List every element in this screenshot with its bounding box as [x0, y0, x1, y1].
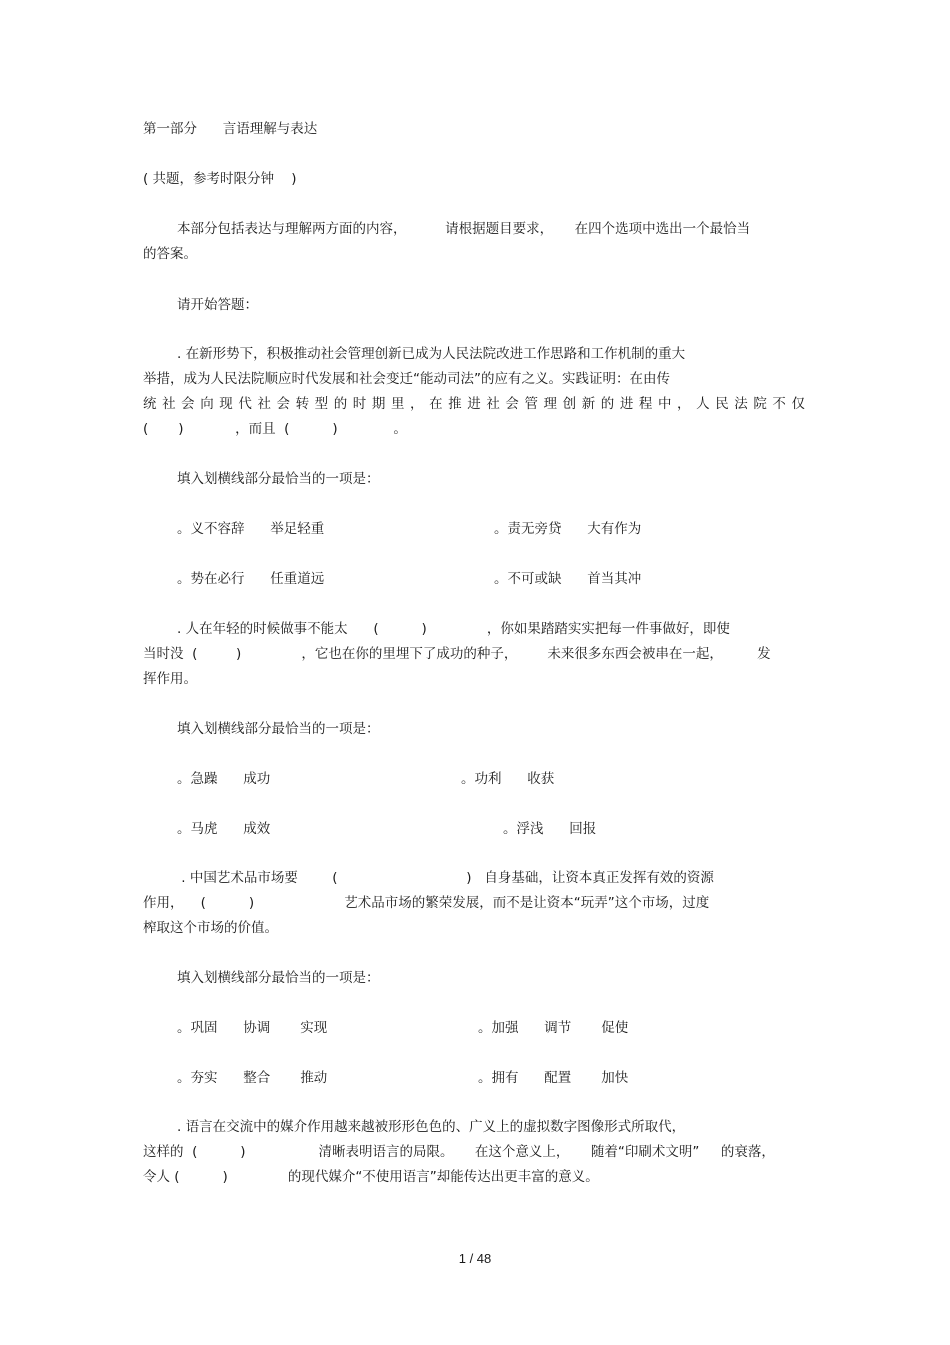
section-title: 第一部分 言语理解与表达: [143, 121, 318, 137]
page-number: 1 / 48: [458, 1251, 492, 1266]
question-1-line-3: 统 社 会 向 现 代 社 会 转 型 的 时 期 里 ， 在 推 进 社 会 管 理 创 新 的 进 程 中 ， 人 民 法 院 不 仅: [143, 396, 805, 412]
question-2-option-b: 。功利 收获: [461, 771, 555, 787]
question-2-line-3: 挥作用。: [143, 671, 197, 687]
question-2-option-a: 。急躁 成功: [177, 771, 271, 787]
question-3-option-c: 。夯实 整合 推动: [177, 1070, 328, 1086]
intro-text-line-2: 的答案。: [143, 246, 197, 262]
start-instruction: 请开始答题：: [177, 297, 258, 313]
question-3-option-d: 。拥有 配置 加快: [478, 1070, 629, 1086]
question-3-option-a: 。巩固 协调 实现: [177, 1020, 328, 1036]
question-3-prompt: 填入划横线部分最恰当的一项是：: [177, 970, 380, 986]
question-3-option-b: 。加强 调节 促使: [478, 1020, 629, 1036]
question-4-line-2: 这样的 ( ) 清晰表明语言的局限。 在这个意义上， 随着“印刷术文明” 的衰落，: [143, 1144, 775, 1160]
question-1-option-a: 。义不容辞 举足轻重: [177, 521, 325, 537]
question-1-option-d: 。不可或缺 首当其冲: [494, 571, 642, 587]
question-3-line-3: 榨取这个市场的价值。: [143, 920, 278, 936]
question-1-option-b: 。责无旁贷 大有作为: [494, 521, 642, 537]
question-1-option-c: 。势在必行 任重道远: [177, 571, 325, 587]
question-2-prompt: 填入划横线部分最恰当的一项是：: [177, 721, 380, 737]
question-1-prompt: 填入划横线部分最恰当的一项是：: [177, 471, 380, 487]
intro-text-line-1: 本部分包括表达与理解两方面的内容， 请根据题目要求， 在四个选项中选出一个最恰当: [177, 221, 751, 237]
question-1-line-2: 举措，成为人民法院顺应时代发展和社会变迁“能动司法”的应有之义。实践证明：在由传: [143, 371, 670, 387]
question-4-line-1: . 语言在交流中的媒介作用越来越被形形色色的、广义上的虚拟数字图像形式所取代，: [177, 1119, 686, 1135]
question-4-line-3: 令人 ( ) 的现代媒介“不使用语言”却能传达出更丰富的意义。: [143, 1169, 599, 1185]
section-subtitle: ( 共题，参考时限分钟 ): [143, 171, 297, 187]
question-2-line-2: 当时没 ( ) ，它也在你的里埋下了成功的种子， 未来很多东西会被串在一起， 发: [143, 646, 771, 662]
question-2-option-c: 。马虎 成效: [177, 821, 271, 837]
question-3-line-1: . 中国艺术品市场要 ( ) 自身基础，让资本真正发挥有效的资源: [177, 870, 714, 886]
question-2-option-d: 。浮浅 回报: [503, 821, 597, 837]
question-3-line-2: 作用， ( ) 艺术品市场的繁荣发展，而不是让资本“玩弄”这个市场，过度: [143, 895, 710, 911]
question-1-blanks-line: ( ) ，而且 ( ) 。: [143, 421, 407, 437]
question-2-line-1: . 人在年轻的时候做事不能太 ( ) ，你如果踏踏实实把每一件事做好，即使: [177, 621, 730, 637]
question-1-line-1: . 在新形势下，积极推动社会管理创新已成为人民法院改进工作思路和工作机制的重大: [177, 346, 686, 362]
